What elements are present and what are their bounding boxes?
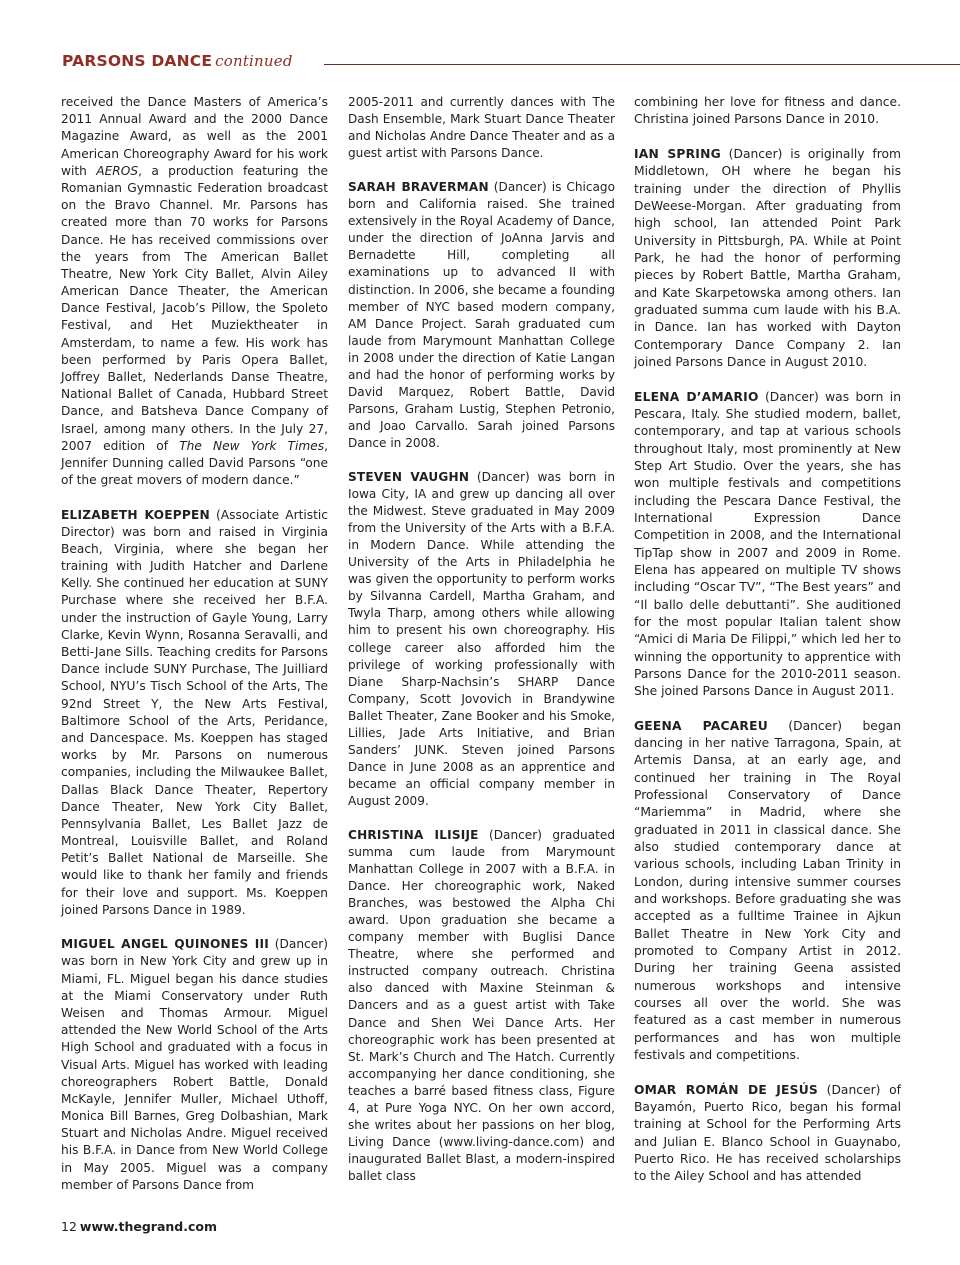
bio-name: IAN SPRING (634, 146, 721, 161)
page-number: 12 (61, 1219, 77, 1234)
column-2 (348, 94, 615, 1185)
bio-text: (Dancer) was born in Pescara, Italy. She studied modern, ballet, contemporary, and tap at various schools throughout Italy, most prominently at New Step Art Studio. Over the years, she has won multiple festivals and competitions including the Pescara Dance Festival, the International Expression Dance Competition in 2008, and the International TipTap show in 2007 and 2009 in Rome. Elena has appeared on multiple TV shows including “Oscar TV”, “The Best years” and “Il ballo delle debuttanti”. She auditioned for the most popular Italian talent show “Amici di Maria De Filippi,” which led her to winning the opportunity to apprentice with Parsons Dance for the 2010-2011 season. She joined Parsons Dance in August 2011. (634, 389, 901, 699)
paragraph-quinones-bio (61, 936, 328, 1194)
paragraph-damario-bio (634, 389, 901, 701)
bio-text: (Dancer) graduated summa cum laude from Marymount Manhattan College in 2007 with a B.F.A. in Dance. Her choreographic work, Naked Branches, was bestowed the Alpha Chi award. Upon graduation she became a company member with Buglisi Dance Theatre, where she performed and instructed company outreach. Christina also danced with Maxine Steinman & Dancers and as a guest artist with Take Dance and Shen Wei Dance Arts. Her choreographic work has been presented at St. Mark’s Church and The Hatch. Currently accompanying her dance conditioning, she teaches a barré based fitness class, Figure 4, at Pure Yoga NYC. On her own accord, she writes about her passions on her blog, Living Dance (www.living-dance.com) and inaugurated Ballet Blast, a modern-inspired ballet class (348, 828, 615, 1183)
bio-text: (Dancer) began dancing in her native Tarragona, Spain, at Artemis Dansa, at an early age, and continued her training in The Royal Professional Conservatory of Dance “Mariemma” in Madrid, where she graduated in 2011 in classical dance. She also studied contemporary dance at various schools, including Laban Trinity in London, during intensive summer courses and workshops. Before graduating she was accepted as a fulltime Trainee in Ajkun Ballet Theatre in New York City and promoted to Company Artist in 2012. During her training Geena assisted numerous workshops and intensive courses all over the world. She was featured as a cast member in numerous performances and has won multiple festivals and competitions. (634, 718, 901, 1063)
bio-text: (Dancer) is Chicago born and California raised. She trained extensively in the Royal Academy of Dance, under the direction of JoAnna Jarvis and Bernadette Hill, completing all examinations up to advanced II with distinction. In 2006, she became a founding member of NYC based modern company, AM Dance Project. Sarah graduated cum laude from Marymount Manhattan College in 2008 under the direction of Katie Langan and had the honor of performing works by David Marquez, Robert Battle, David Parsons, Graham Lustig, Stephen Petronio, and Joao Carvallo. Sarah joined Parsons Dance in 2008. (348, 180, 616, 450)
paragraph-braverman-bio (348, 179, 615, 452)
bio-text: (Associate Artistic Director) was born and raised in Virginia Beach, Virginia, where she began her training with Judith Hatcher and Darlene Kelly. She continued her education at SUNY Purchase where she received her B.F.A. under the instruction of Gayle Young, Larry Clarke, Kevin Wynn, Rosanna Seravalli, and Betti-Jane Sills. Teaching credits for Parsons Dance include SUNY Purchase, The Juilliard School, NYU’s Tisch School of the Arts, The 92nd Street Y, the New Arts Festival, Baltimore School of the Arts, Peridance, and Dancespace. Ms. Koeppen has staged works by Mr. Parsons on numerous companies, including the Milwaukee Ballet, Dallas Black Dance Theater, Repertory Dance Theater, New York City Ballet, Pennsylvania Ballet, Les Ballet Jazz de Montreal, Louisville Ballet, and Roland Petit’s Ballet National de Marseille. She would like to thank her family and friends for their love and support. Ms. Koeppen joined Parsons Dance in 1989. (61, 507, 328, 917)
text-run: , Jennifer Dunning called David Parsons “one of the great movers of modern dance.” (61, 438, 328, 488)
paragraph-parsons-bio (61, 94, 328, 489)
bio-name: ELIZABETH KOEPPEN (61, 507, 210, 522)
footer-url: www.thegrand.com (79, 1219, 218, 1234)
page-footer (61, 1219, 217, 1234)
column-3 (634, 94, 901, 1186)
bio-name: CHRISTINA ILISIJE (348, 828, 479, 843)
bio-name: OMAR ROMÁN DE JESÚS (634, 1082, 818, 1097)
work-title: AEROS (96, 163, 139, 178)
section-subtitle: continued (215, 52, 293, 70)
paragraph-ilisije-continued (634, 94, 901, 129)
bio-text: (Dancer) is originally from Middletown, OH where he began his training under the direction of Phyllis DeWeese-Morgan. After graduating from high school, Ian attended Point Park University in Pittsburgh, PA. While at Point Park, he had the honor of performing pieces by Robert Battle, Martha Graham, and Kate Skarpetowska among others. Ian graduated summa cum laude with his B.A. in Dance. Ian has worked with Dayton Contemporary Dance Company 2. Ian joined Parsons Dance in August 2010. (634, 146, 901, 369)
text-run: , a production featuring the Romanian Gymnastic Federation broadcast on the Bravo Channel. Mr. Parsons has created more than 70 works for Parsons Dance. He has received commissions over the years from The American Ballet Theatre, New York City Ballet, Alvin Ailey American Dance Theater, the American Dance Festival, Jacob’s Pillow, the Spoleto Festival, and Het Muziektheater in Amsterdam, to name a few. His work has been performed by Paris Opera Ballet, Joffrey Ballet, Nederlands Danse Theatre, National Ballet of Canada, Hubbard Street Dance, and Batsheva Dance Company of Israel, among many others. In the July 27, 2007 edition of (61, 163, 328, 453)
header-rule (324, 64, 960, 65)
page-header (62, 50, 960, 80)
bio-name: SARAH BRAVERMAN (348, 180, 489, 195)
column-1 (61, 94, 328, 1194)
bio-text: (Dancer) was born in New York City and grew up in Miami, FL. Miguel began his dance studies at the Miami Conservatory under Ruth Weisen and Thomas Armour. Miguel attended the New World School of the Arts High School and graduated with a focus in Visual Arts. Miguel has worked with leading choreographers Robert Battle, Donald McKayle, Jennifer Muller, Michael Uthoff, Monica Bill Barnes, Greg Dolbashian, Mark Stuart and Nicholas Andre. Miguel received his B.F.A. in Dance from New World College in May 2005. Miguel was a company member of Parsons Dance from (61, 937, 329, 1192)
publication-title: The New York Times (179, 438, 325, 453)
section-title-text: PARSONS DANCE (62, 52, 213, 70)
bio-name: ELENA D’AMARIO (634, 389, 759, 404)
paragraph-vaughn-bio (348, 469, 615, 810)
paragraph-spring-bio (634, 146, 901, 371)
bio-text: (Dancer) of Bayamón, Puerto Rico, began his formal training at School for the Performing Arts and Julian E. Blanco School in Guaynabo, Puerto Rico. He has received scholarships to the Ailey School and has attended (634, 1082, 901, 1184)
bio-text: combining her love for fitness and dance. Christina joined Parsons Dance in 2010. (634, 95, 901, 127)
bio-name: MIGUEL ANGEL QUINONES III (61, 937, 269, 952)
bio-text: (Dancer) was born in Iowa City, IA and grew up dancing all over the Midwest. Steve graduated in May 2009 from the University of the Arts with a B.F.A. in Modern Dance. While attending the University of the Arts in Philadelphia he was given the opportunity to perform works by Silvanna Cardell, Martha Graham, and Twyla Tharp, among others while allowing him to present his own choreography. His college career also afforded him the privilege of working professionally with Diane Sharp-Nachsin’s SHARP Dance Company, Scott Jovovich in Brandywine Ballet Theater, Zane Booker and his Smoke, Lillies, Jade Arts Initiative, and Brian Sanders’ JUNK. Steven joined Parsons Dance in June 2008 as an apprentice and became an official company member in August 2009. (348, 470, 615, 808)
bio-text: 2005-2011 and currently dances with The Dash Ensemble, Mark Stuart Dance Theater and Nicholas Andre Dance Theater and as a guest artist with Parsons Dance. (348, 95, 615, 161)
bio-name: GEENA PACAREU (634, 718, 768, 733)
paragraph-koeppen-bio (61, 507, 328, 920)
paragraph-ilisije-bio (348, 827, 615, 1185)
section-title (62, 52, 293, 70)
bio-name: STEVEN VAUGHN (348, 470, 470, 485)
paragraph-roman-de-jesus-bio (634, 1082, 901, 1186)
paragraph-pacareu-bio (634, 718, 901, 1065)
text-run: received the Dance Masters of America’s 2011 Annual Award and the 2000 Dance Magazine Award, as well as the 2001 American Choreography Award for his work with (61, 95, 328, 178)
paragraph-quinones-continued (348, 94, 615, 162)
